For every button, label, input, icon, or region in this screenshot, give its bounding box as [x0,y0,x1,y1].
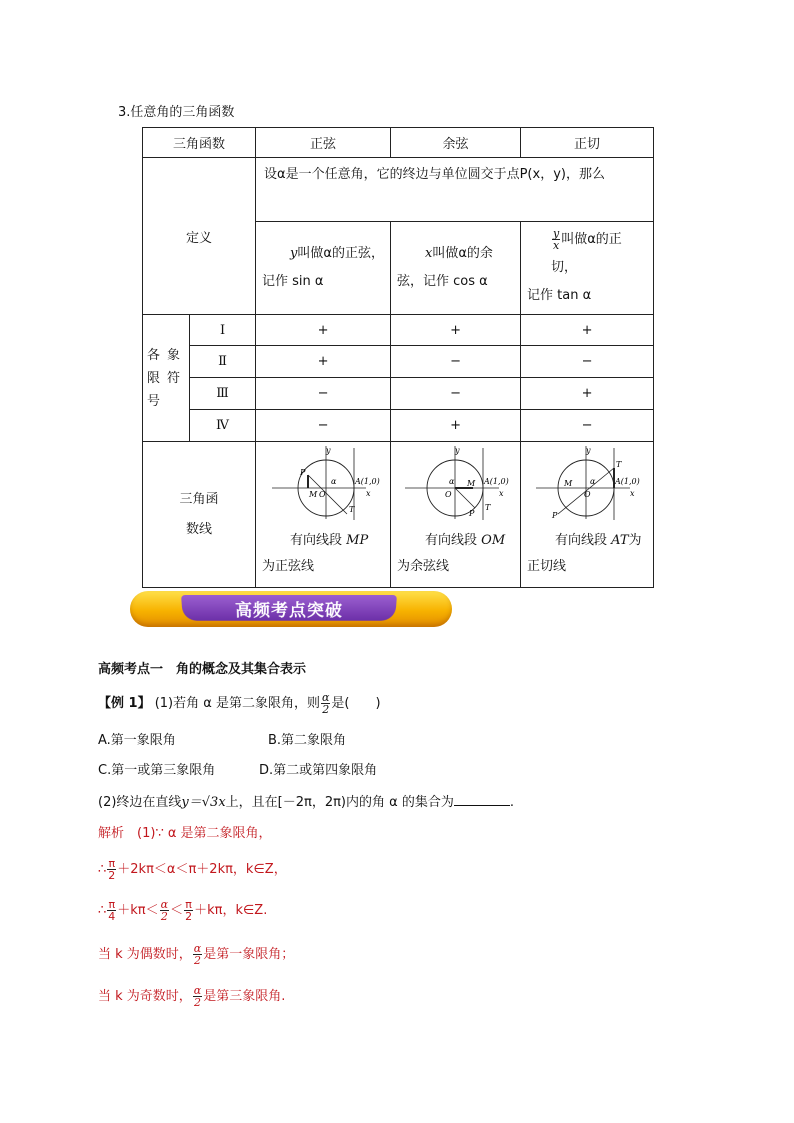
svg-text:T: T [349,505,355,514]
svg-text:α: α [590,477,596,486]
svg-text:M: M [309,490,318,499]
svg-text:T: T [485,503,491,512]
svg-text:x: x [366,489,371,498]
sign-cell: − [391,378,521,410]
svg-text:M: M [467,479,476,488]
option-b: B.第二象限角 [268,733,347,748]
sine-line-diagram [264,444,382,522]
sign-label: 各 象 限 符 号 [143,315,190,442]
solution-step-2: ∴ $\frac{\pi}{2}$ ＋2kπ＜α＜π＋2kπ，k∈Z， [98,857,287,882]
quadrant-label: Ⅲ [190,378,256,410]
solution-step-3: ∴ $\frac{\pi}{4}$ ＋kπ＜ $\frac{\alpha}{2}$ ＜ $\frac{\pi}{2}$ ＋kπ，k∈Z. [98,898,268,923]
solution-step-1: 解析 (1)∵ α 是第二象限角， [98,826,272,841]
sign-cell: + [256,315,391,346]
quadrant-label: Ⅰ [190,315,256,346]
svg-text:M: M [564,479,573,488]
def-tan: $\frac{y}{x}$ 叫做α的正切， 记作 tan α [521,222,654,315]
sign-cell: + [256,346,391,378]
def-sin: y叫做α的正弦， 记作 sin α [256,222,391,315]
definition-label: 定义 [143,158,256,315]
option-a: A.第一象限角 [98,733,176,748]
svg-text:α: α [331,477,337,486]
svg-text:P: P [469,509,475,518]
banner-title: 高频考点突破 [181,595,397,621]
key-point-title: 高频考点一 角的概念及其集合表示 [98,662,307,677]
answer-blank [454,793,510,806]
tangent-line-diagram [528,444,646,522]
svg-text:P: P [300,468,306,477]
sign-cell: + [391,410,521,442]
sign-cell: − [521,346,654,378]
svg-text:O: O [445,490,452,499]
section-title: 3.任意角的三角函数 [118,105,235,120]
header-tan: 正切 [521,128,654,158]
option-d: D.第二或第四象限角 [259,763,378,778]
svg-text:O: O [584,490,591,499]
def-cos: x叫做α的余 弦，记作 cos α [391,222,521,315]
trig-function-table [142,127,654,588]
svg-text:y: y [586,446,591,455]
svg-text:A(1,0): A(1,0) [615,477,640,486]
section-banner [130,591,452,627]
sign-cell: − [391,346,521,378]
sign-cell: + [391,315,521,346]
sin-line-cell: y x O A(1,0) α P M T 有向线段 MP 为正弦线 [256,442,391,588]
svg-text:y: y [326,446,331,455]
cos-line-cell: y x O A(1,0) α P M T 有向线段 OM 为余弦线 [391,442,521,588]
svg-text:α: α [449,477,455,486]
svg-text:P: P [552,511,558,520]
quadrant-label: Ⅳ [190,410,256,442]
svg-text:y: y [455,446,460,455]
sign-cell: − [256,378,391,410]
solution-step-4: 当 k 为偶数时， $\frac{\alpha}{2}$ 是第一象限角； [98,942,295,967]
definition-main: 设α是一个任意角，它的终边与单位圆交于点P(x，y)，那么 [256,158,654,222]
solution-step-5: 当 k 为奇数时， $\frac{\alpha}{2}$ 是第三象限角. [98,984,286,1009]
sign-cell: − [521,410,654,442]
svg-text:A(1,0): A(1,0) [355,477,380,486]
svg-text:x: x [630,489,635,498]
svg-text:O: O [319,490,326,499]
table-header-row [143,128,654,158]
tan-line-cell: y x O A(1,0) α P M T 有向线段 AT为 正切线 [521,442,654,588]
sign-cell: + [521,378,654,410]
quadrant-label: Ⅱ [190,346,256,378]
header-func: 三角函数 [143,128,256,158]
header-cos: 余弦 [391,128,521,158]
svg-text:x: x [499,489,504,498]
svg-text:A(1,0): A(1,0) [484,477,509,486]
cosine-line-diagram [397,444,515,522]
example-question-2: (2)终边在直线y＝√3x上，且在[－2π，2π)内的角 α 的集合为 . [98,795,514,810]
svg-text:T: T [616,460,622,469]
example-question-1: 【例 1】 (1)若角 α 是第二象限角，则 $\frac{\alpha}{2}$ 是( ) [98,691,381,716]
trig-line-label: 三角函 数线 [143,442,256,588]
option-c: C.第一或第三象限角 [98,763,216,778]
sign-cell: − [256,410,391,442]
header-sin: 正弦 [256,128,391,158]
sign-cell: + [521,315,654,346]
